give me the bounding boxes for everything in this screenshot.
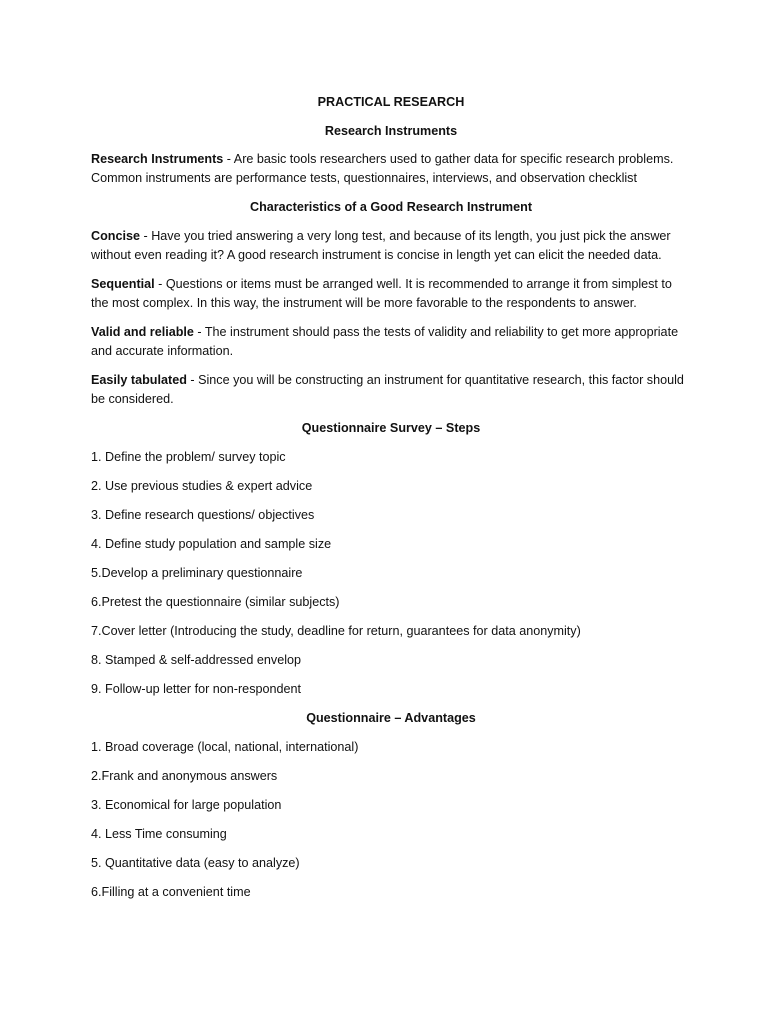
characteristics-heading: Characteristics of a Good Research Instrument [249,200,533,214]
step-item: 8. Stamped & self-addressed envelop [91,653,302,667]
intro-text: - Are basic tools researchers used to gather data for specific research problems. Common instruments are performance tests, questionnaires, interviews, and observation checklist [91,152,674,185]
characteristic-easily-tabulated [91,371,691,409]
step-item: 9. Follow-up letter for non-respondent [91,682,302,696]
characteristic-term: Easily tabulated [91,373,187,387]
characteristic-valid-reliable [91,323,691,361]
steps-heading: Questionnaire Survey – Steps [301,421,481,435]
step-item: 5.Develop a preliminary questionnaire [91,566,303,580]
advantage-item: 2.Frank and anonymous answers [91,769,278,783]
characteristic-text: - Questions or items must be arranged well. It is recommended to arrange it from simplest to the most complex. In this way, the instrument will be more favorable to the respondents to answer. [91,277,672,310]
characteristic-text: - Since you will be constructing an instrument for quantitative research, this factor should be considered. [91,373,684,406]
characteristic-text: - Have you tried answering a very long test, and because of its length, you just pick the answer without even reading it? A good research instrument is concise in length yet can elicit the needed data. [91,229,671,262]
step-item: 7.Cover letter (Introducing the study, deadline for return, guarantees for data anonymity) [91,624,581,638]
characteristic-term: Concise [91,229,140,243]
step-item: 6.Pretest the questionnaire (similar subjects) [91,595,340,609]
advantage-item: 1. Broad coverage (local, national, international) [91,740,359,754]
characteristic-sequential [91,275,691,313]
step-item: 2. Use previous studies & expert advice [91,479,313,493]
step-item: 4. Define study population and sample size [91,537,332,551]
intro-paragraph [91,150,691,188]
document-title: PRACTICAL RESEARCH [317,95,465,109]
advantage-item: 3. Economical for large population [91,798,282,812]
document-subtitle: Research Instruments [324,124,458,138]
characteristic-text: - The instrument should pass the tests of validity and reliability to get more appropriate and accurate information. [91,325,679,358]
document-body [91,93,691,912]
advantage-item: 6.Filling at a convenient time [91,885,251,899]
characteristic-term: Sequential [91,277,155,291]
advantage-item: 4. Less Time consuming [91,827,227,841]
intro-term: Research Instruments [91,152,224,166]
step-item: 1. Define the problem/ survey topic [91,450,286,464]
advantage-item: 5. Quantitative data (easy to analyze) [91,856,300,870]
step-item: 3. Define research questions/ objectives [91,508,315,522]
advantages-heading: Questionnaire – Advantages [306,711,476,725]
characteristic-concise [91,227,691,265]
characteristic-term: Valid and reliable [91,325,194,339]
